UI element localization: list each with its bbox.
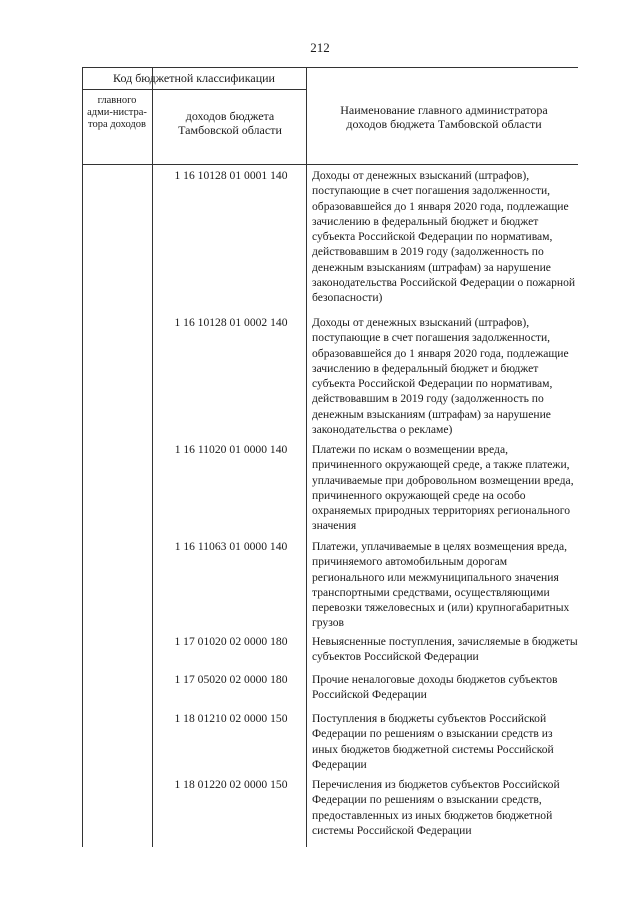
table-border-left — [82, 67, 83, 847]
name-column-header: Наименование главного администратора доходов бюджета Тамбовской области — [340, 103, 548, 131]
admin-column-header: главного адми-нистра-тора доходов — [87, 95, 147, 130]
code-classification-header: Код бюджетной классификации — [113, 71, 275, 85]
administrator-name: Перечисления из бюджетов субъектов Российской Федерации по решениям о взыскании средств, предоставленных из иных бюджетов бюджетной системы Российской Федерации — [312, 778, 560, 837]
administrator-name: Доходы от денежных взысканий (штрафов), поступающие в счет погашения задолженности, образовавшейся до 1 января 2020 года, подлежащие зачислению в федеральный бюджет и бюджет субъекта Российской Федерации по нормативам, действовавшим в 2019 году (задолженность по денежным взысканиям (штрафам) за нарушение законодательства Российской Федерации о пожарной безопасности) — [312, 169, 576, 305]
page-number: 212 — [310, 40, 330, 55]
budget-code: 1 16 10128 01 0002 140 — [174, 316, 288, 329]
code-header-divider — [82, 89, 306, 90]
administrator-name: Невыясненные поступления, зачисляемые в бюджеты субъектов Российской Федерации — [312, 635, 578, 664]
administrator-name: Платежи, уплачиваемые в целях возмещения вреда, причиняемого автомобильным дорогам регионального или межмуниципального значения транспортными средствами, осуществляющими перевозки тяжеловесных и (или) крупногабаритных грузов — [312, 540, 570, 630]
budget-code: 1 18 01210 02 0000 150 — [174, 712, 288, 725]
budget-code: 1 16 11020 01 0000 140 — [174, 443, 288, 456]
column-divider-name — [306, 67, 307, 847]
budget-code: 1 16 10128 01 0001 140 — [174, 169, 288, 182]
budget-code: 1 17 05020 02 0000 180 — [174, 673, 288, 686]
header-bottom-border — [82, 164, 578, 165]
column-divider-admin — [152, 67, 153, 847]
budget-classification-table — [82, 67, 578, 847]
budget-code: 1 16 11063 01 0000 140 — [174, 540, 288, 553]
table-top-border — [82, 67, 578, 68]
administrator-name: Платежи по искам о возмещении вреда, причиненного окружающей среде, а также платежи, уплачиваемые при добровольном возмещении вреда, причиненного окружающей среде на особо охраняемых природных территориях регионального значения — [312, 443, 574, 533]
administrator-name: Поступления в бюджеты субъектов Российской Федерации по решениям о взыскании средств из иных бюджетов бюджетной системы Российской Федерации — [312, 712, 554, 771]
budget-code: 1 18 01220 02 0000 150 — [174, 778, 288, 791]
budget-code: 1 17 01020 02 0000 180 — [174, 635, 288, 648]
administrator-name: Прочие неналоговые доходы бюджетов субъектов Российской Федерации — [312, 673, 558, 702]
revenue-column-header: доходов бюджета Тамбовской области — [178, 109, 282, 137]
administrator-name: Доходы от денежных взысканий (штрафов), поступающие в счет погашения задолженности, образовавшейся до 1 января 2020 года, подлежащие зачислению в федеральный бюджет и бюджет субъекта Российской Федерации по нормативам, действовавшим в 2019 году (задолженность по денежным взысканиям (штрафам) за нарушение законодательства о рекламе) — [312, 316, 569, 437]
